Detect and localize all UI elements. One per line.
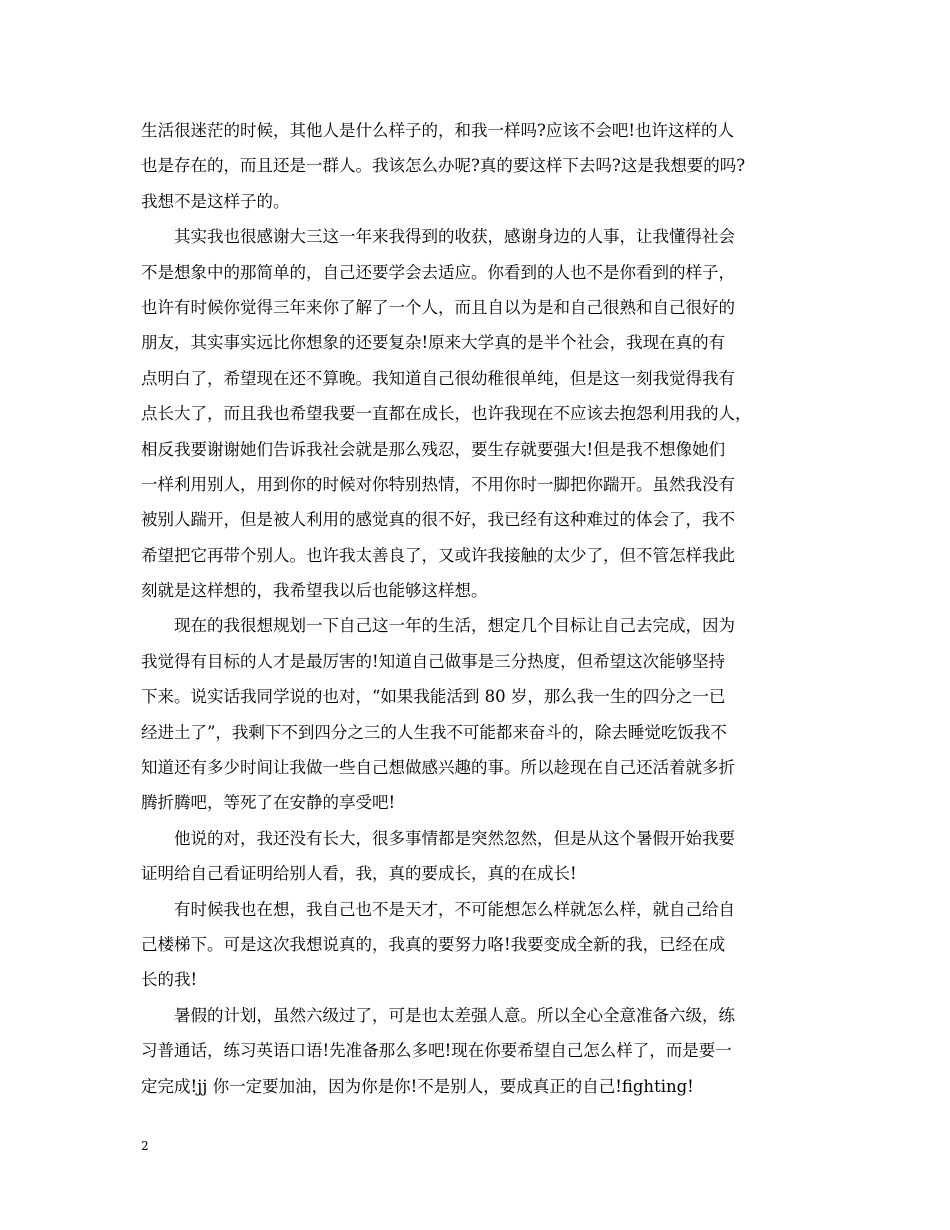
paragraph-first-line: 暑假的计划，虽然六级过了，可是也太差强人意。所以全心全意准备六级，练 xyxy=(174,1005,735,1025)
text-line: 不是想象中的那简单的，自己还要学会去适应。你看到的人也不是你看到的样子， xyxy=(141,262,735,282)
text-line: 习普通话，练习英语口语!先准备那么多吧!现在你要希望自己怎么样了，而是要一 xyxy=(141,1041,732,1061)
text-line: 也是存在的，而且还是一群人。我该怎么办呢?真的要这样下去吗?这是我想要的吗? xyxy=(141,156,746,176)
text-line: 证明给自己看证明给别人看，我，真的要成长，真的在成长! xyxy=(141,864,577,884)
text-line: 点长大了，而且我也希望我要一直都在成长，也许我现在不应该去抱怨利用我的人， xyxy=(141,404,752,424)
text-line: 己楼梯下。可是这次我想说真的，我真的要努力咯!我要变成全新的我，已经在成 xyxy=(141,934,726,954)
text-line: 被别人踹开，但是被人利用的感觉真的很不好，我已经有这种难过的体会了，我不 xyxy=(141,510,735,530)
text-line: 我想不是这样子的。 xyxy=(141,191,290,211)
paragraph-first-line: 其实我也很感谢大三这一年来我得到的收获，感谢身边的人事，让我懂得社会 xyxy=(174,227,735,247)
text-line: 长的我! xyxy=(141,970,198,990)
text-line: 点明白了，希望现在还不算晚。我知道自己很幼稚很单纯，但是这一刻我觉得我有 xyxy=(141,368,735,388)
text-line: 希望把它再带个别人。也许我太善良了，又或许我接触的太少了，但不管怎样我此 xyxy=(141,545,735,565)
text-line: 下来。说实话我同学说的也对，“如果我能活到 80 岁，那么我一生的四分之一已 xyxy=(141,687,726,707)
paragraph-first-line: 现在的我很想规划一下自己这一年的生活，想定几个目标让自己去完成，因为 xyxy=(174,616,735,636)
text-line: 刻就是这样想的，我希望我以后也能够这样想。 xyxy=(141,581,488,601)
text-line: 我觉得有目标的人才是最厉害的!知道自己做事是三分热度，但希望这次能够坚持 xyxy=(141,651,726,671)
text-line: 腾折腾吧，等死了在安静的享受吧! xyxy=(141,793,396,813)
text-line: 经进土了”，我剩下不到四分之三的人生我不可能都来奋斗的，除去睡觉吃饭我不 xyxy=(141,722,727,742)
page-number: 2 xyxy=(141,1139,149,1153)
text-line: 定完成!jj 你一定要加油，因为你是你!不是别人，要成真正的自己!fighting! xyxy=(141,1076,694,1096)
text-line: 生活很迷茫的时候，其他人是什么样子的，和我一样吗?应该不会吧!也许这样的人 xyxy=(141,121,734,140)
text-line: 知道还有多少时间让我做一些自己想做感兴趣的事。所以趁现在自己还活着就多折 xyxy=(141,758,735,778)
body-text xyxy=(141,113,813,1104)
paragraph-first-line: 他说的对，我还没有长大，很多事情都是突然忽然，但是从这个暑假开始我要 xyxy=(174,828,735,848)
text-line: 也许有时候你觉得三年来你了解了一个人，而且自以为是和自己很熟和自己很好的 xyxy=(141,297,735,317)
text-line: 一样利用别人，用到你的时候对你特别热情，不用你时一脚把你踹开。虽然我没有 xyxy=(141,474,735,494)
text-line: 朋友，其实事实远比你想象的还要复杂!原来大学真的是半个社会，我现在真的有 xyxy=(141,333,726,353)
text-line: 相反我要谢谢她们告诉我社会就是那么残忍，要生存就要强大!但是我不想像她们 xyxy=(141,439,726,459)
paragraph-first-line: 有时候我也在想，我自己也不是天才，不可能想怎么样就怎么样，就自己给自 xyxy=(174,899,735,919)
